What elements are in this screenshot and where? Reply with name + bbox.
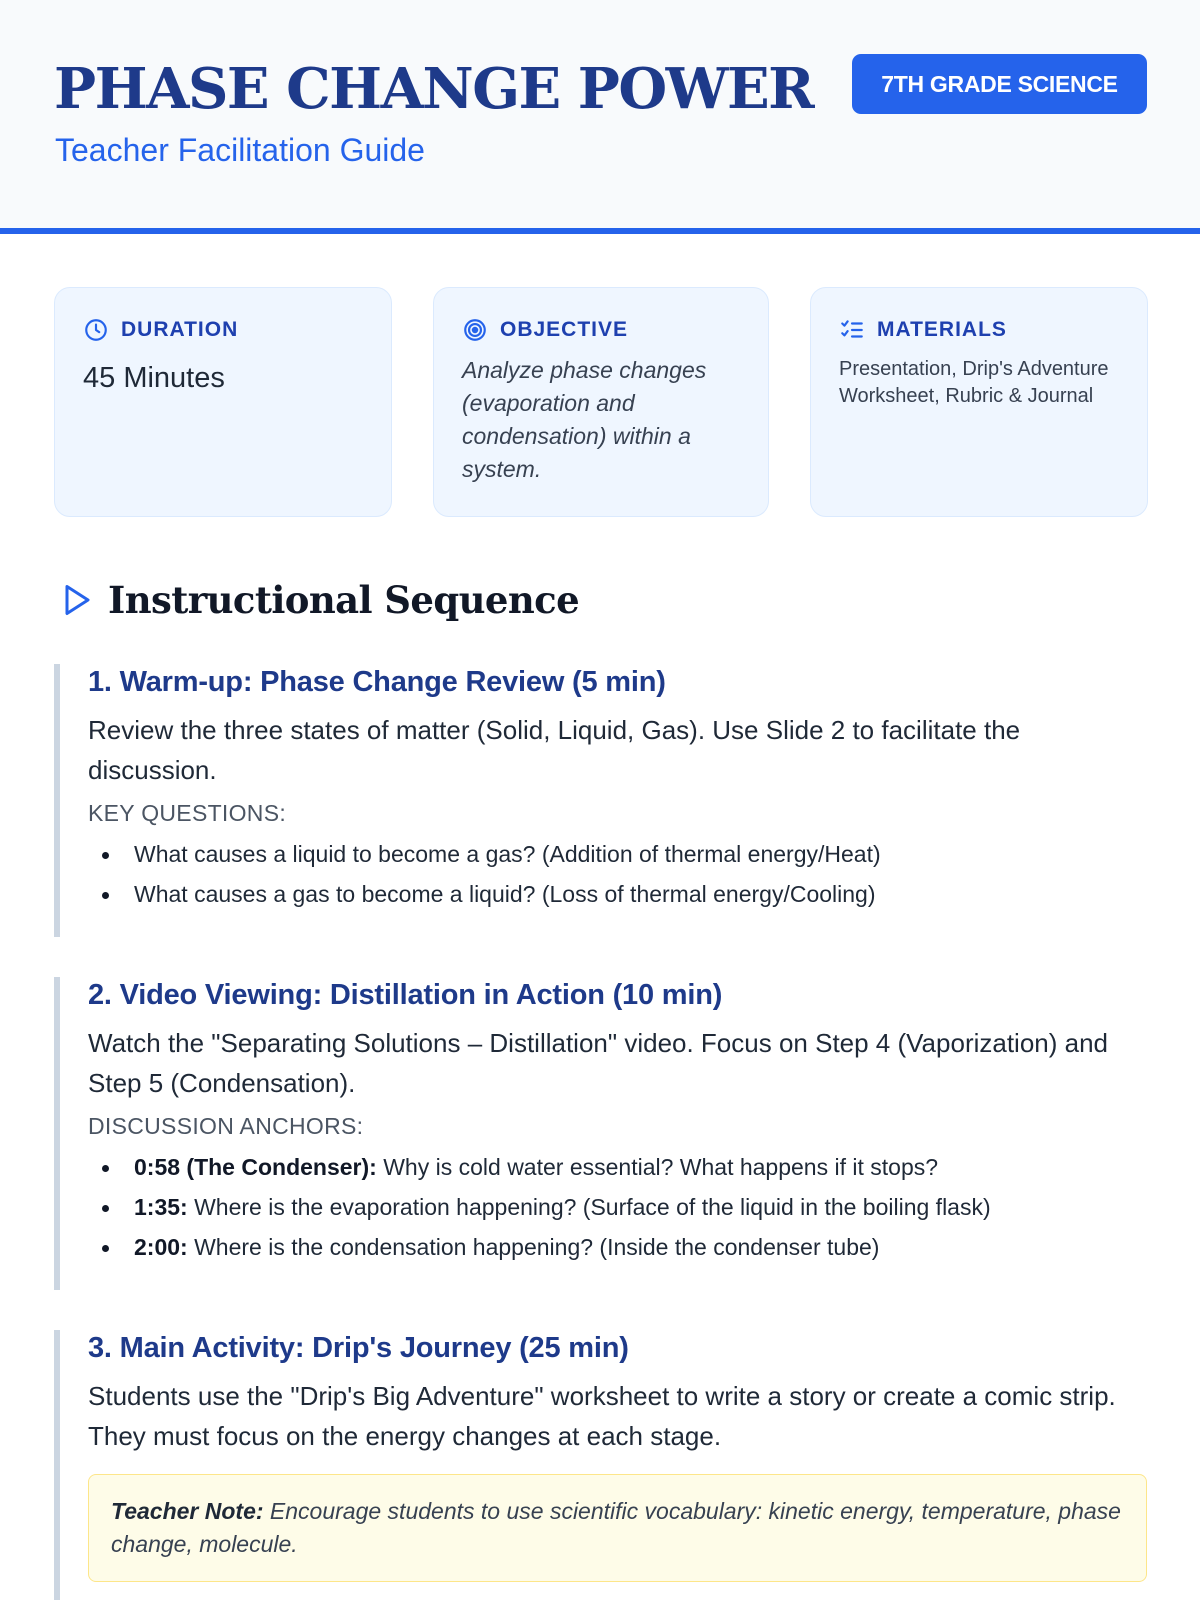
grade-badge: 7TH GRADE SCIENCE	[852, 54, 1147, 114]
key-questions-list	[88, 834, 1147, 914]
list-item-text: What causes a liquid to become a gas? (Addition of thermal energy/Heat)	[134, 841, 881, 867]
list-item	[88, 834, 1147, 874]
discussion-anchors-list	[88, 1147, 1147, 1267]
list-item-text: Where is the evaporation happening? (Surface of the liquid in the boiling flask)	[194, 1194, 991, 1220]
list-item	[88, 874, 1147, 914]
timestamp: 1:35:	[134, 1194, 188, 1220]
step-description: Watch the "Separating Solutions – Distillation" video. Focus on Step 4 (Vaporization) and Step 5 (Condensation).	[88, 1028, 1109, 1098]
checklist-icon	[839, 317, 865, 343]
list-item	[88, 1147, 1147, 1187]
materials-value: Presentation, Drip's Adventure Worksheet, Rubric & Journal	[839, 358, 1109, 407]
step-description: Review the three states of matter (Solid, Liquid, Gas). Use Slide 2 to facilitate the discussion.	[88, 715, 1021, 785]
step-main-activity	[54, 1330, 1147, 1600]
duration-card-header	[83, 315, 238, 345]
list-item	[88, 1227, 1147, 1267]
objective-label: OBJECTIVE	[500, 318, 629, 341]
key-questions-label: KEY QUESTIONS:	[88, 800, 287, 826]
teacher-note	[88, 1474, 1147, 1582]
step-description: Students use the "Drip's Big Adventure" worksheet to write a story or create a comic strip. They must focus on the energy changes at each stage.	[88, 1381, 1116, 1451]
instructional-sequence-heading	[58, 578, 579, 622]
step-video-viewing	[54, 977, 1147, 1290]
objective-card-header	[462, 315, 628, 345]
step-title: 3. Main Activity: Drip's Journey (25 min)	[88, 1332, 629, 1364]
duration-label: DURATION	[121, 318, 239, 341]
section-title: Instructional Sequence	[108, 578, 580, 622]
page-header	[0, 0, 1200, 234]
step-title: 2. Video Viewing: Distillation in Action (10 min)	[88, 979, 723, 1011]
clock-icon	[83, 317, 109, 343]
timestamp: 0:58 (The Condenser):	[134, 1154, 377, 1180]
objective-value: Analyze phase changes (evaporation and condensation) within a system.	[462, 357, 707, 482]
play-icon	[58, 582, 94, 618]
step-warm-up	[54, 664, 1147, 937]
page-subtitle: Teacher Facilitation Guide	[55, 132, 425, 168]
teacher-note-label: Teacher Note:	[111, 1498, 264, 1524]
step-title: 1. Warm-up: Phase Change Review (5 min)	[88, 666, 666, 698]
teacher-note-text: Encourage students to use scientific vocabulary: kinetic energy, temperature, phase change, molecule.	[111, 1498, 1121, 1557]
list-item-text: Where is the condensation happening? (Inside the condenser tube)	[194, 1234, 880, 1260]
target-icon	[462, 317, 488, 343]
discussion-anchors-label: DISCUSSION ANCHORS:	[88, 1113, 364, 1139]
materials-label: MATERIALS	[877, 318, 1007, 341]
materials-card	[810, 287, 1148, 517]
timestamp: 2:00:	[134, 1234, 188, 1260]
list-item-text: What causes a gas to become a liquid? (Loss of thermal energy/Cooling)	[134, 881, 876, 907]
page-title: PHASE CHANGE POWER	[54, 56, 814, 122]
list-item-text: Why is cold water essential? What happens if it stops?	[383, 1154, 939, 1180]
materials-card-header	[839, 315, 1007, 345]
duration-value: 45 Minutes	[83, 362, 225, 394]
duration-card	[54, 287, 392, 517]
objective-card	[433, 287, 769, 517]
list-item	[88, 1187, 1147, 1227]
